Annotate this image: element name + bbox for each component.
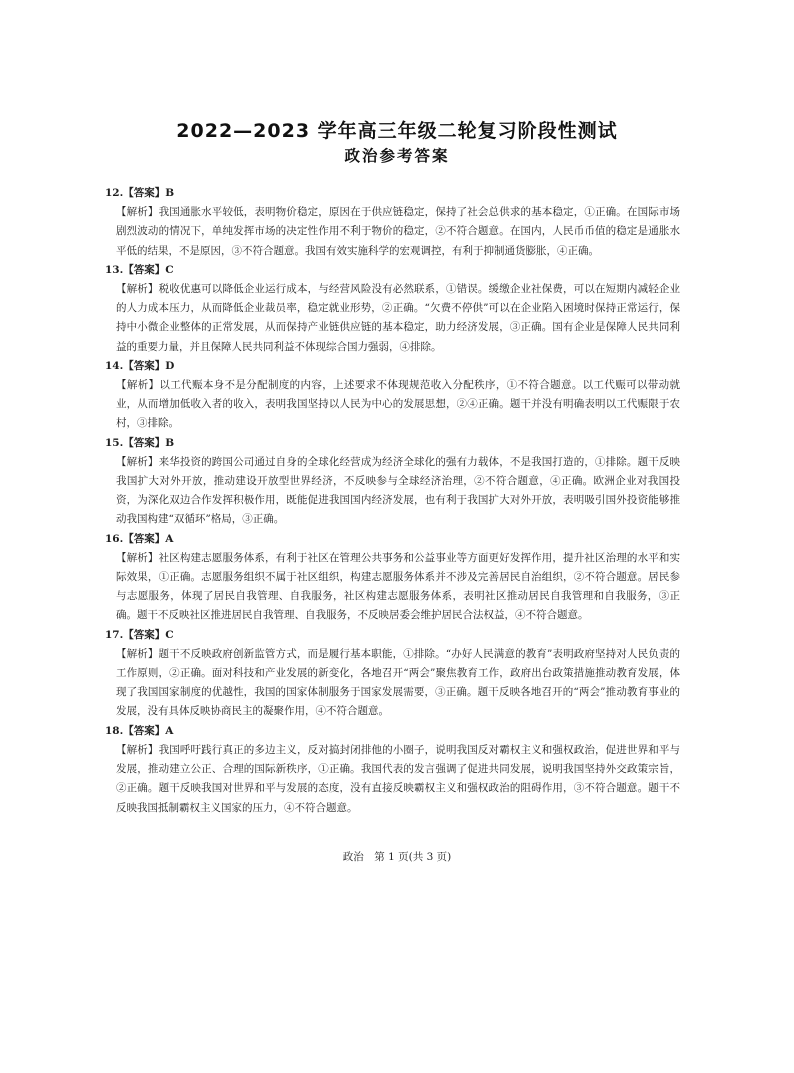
question-answer: 14.【答案】D bbox=[105, 359, 175, 372]
question-answer: 18.【答案】A bbox=[105, 724, 174, 737]
question-explanation: 【解析】社区构建志愿服务体系，有利于社区在管理公共事务和公益事业等方面更好发挥作用，提升社区治理的水平和实际效果，①正确。志愿服务组织不属于社区组织，构建志愿服务体系并不涉及完善居民自治组织，②不符合题意。居民参与志愿服务，体现了居民自我管理、自我服务，社区构建志愿服务体系，表明社区推动居民自我管理和自我服务，③正确。题干不反映社区推进居民自我管理、自我服务，不反映居委会维护居民合法权益，④不符合题意。 bbox=[116, 551, 680, 622]
question-explanation: 【解析】税收优惠可以降低企业运行成本，与经营风险没有必然联系，①错误。缓缴企业社保费，可以在短期内减轻企业的人力成本压力，从而降低企业裁员率，稳定就业形势，②正确。“欠费不停供”可以在企业陷入困境时保持正常运行，保持中小微企业整体的正常发展，从而保持产业链供应链的基本稳定，助力经济发展，③正确。国有企业是保障人民共同利益的重要力量，并且保障人民共同利益不体现综合国力强弱，④排除。 bbox=[116, 283, 680, 353]
page-subtitle: 政治参考答案 bbox=[344, 147, 450, 165]
question-answer: 15.【答案】B bbox=[105, 436, 175, 449]
question-12 bbox=[105, 184, 680, 261]
question-14 bbox=[105, 357, 680, 434]
question-answer: 13.【答案】C bbox=[105, 263, 174, 276]
question-answer: 17.【答案】C bbox=[105, 628, 174, 641]
question-explanation: 【解析】题干不反映政府创新监管方式，而是履行基本职能，①排除。“办好人民满意的教育”表明政府坚持对人民负责的工作原则，②正确。面对科技和产业发展的新变化，各地召开“两会”聚焦教育工作，政府出台政策措施推动教育发展，体现了我国国家制度的优越性，我国的国家体制服务于国家发展需要，③正确。题干反映各地召开的“两会”推动教育事业的发展，没有具体反映协商民主的凝聚作用，④不符合题意。 bbox=[116, 647, 680, 718]
page-title: 2022—2023 学年高三年级二轮复习阶段性测试 bbox=[176, 120, 618, 142]
question-17 bbox=[105, 626, 680, 722]
question-answer: 12.【答案】B bbox=[105, 187, 175, 199]
question-answer: 16.【答案】A bbox=[105, 532, 174, 545]
question-explanation: 【解析】以工代赈本身不是分配制度的内容，上述要求不体现规范收入分配秩序，①不符合题意。以工代赈可以带动就业，从而增加低收入者的收入，表明我国坚持以人民为中心的发展思想，②④正确。题干并没有明确表明以工代赈限于农村，③排除。 bbox=[116, 379, 680, 430]
question-15 bbox=[105, 434, 680, 530]
question-explanation: 【解析】我国通胀水平较低，表明物价稳定，原因在于供应链稳定，保持了社会总供求的基本稳定，①正确。在国际市场剧烈波动的情况下，单纯发挥市场的决定性作用不利于物价的稳定，②不符合题意。在国内，人民币币值的稳定是通胀水平低的结果，不是原因，③不符合题意。我国有效实施科学的宏观调控，有利于抑制通货膨胀，④正确。 bbox=[116, 206, 680, 257]
answer-list bbox=[105, 184, 680, 818]
question-18 bbox=[105, 722, 680, 818]
question-16 bbox=[105, 530, 680, 626]
question-explanation: 【解析】我国呼吁践行真正的多边主义，反对搞封闭排他的小圈子，说明我国反对霸权主义和强权政治，促进世界和平与发展，推动建立公正、合理的国际新秩序，①正确。我国代表的发言强调了促进共同发展，说明我国坚持外交政策宗旨，②正确。题干反映我国对世界和平与发展的态度，没有直接反映霸权主义和强权政治的阻碍作用，③不符合题意。题干不反映我国抵制霸权主义国家的压力，④不符合题意。 bbox=[116, 743, 680, 814]
question-explanation: 【解析】来华投资的跨国公司通过自身的全球化经营成为经济全球化的强有力载体，不是我国打造的，①排除。题干反映我国扩大对外开放，推动建设开放型世界经济，不反映参与全球经济治理，②不符合题意，④正确。欧洲企业对我国投资，为深化双边合作发挥积极作用，既能促进我国国内经济发展，也有利于我国扩大对外开放，表明吸引国外投资能够推动我国构建“双循环”格局，③正确。 bbox=[116, 455, 680, 526]
page-footer: 政治 第 1 页(共 3 页) bbox=[342, 851, 452, 863]
question-13 bbox=[105, 261, 680, 357]
